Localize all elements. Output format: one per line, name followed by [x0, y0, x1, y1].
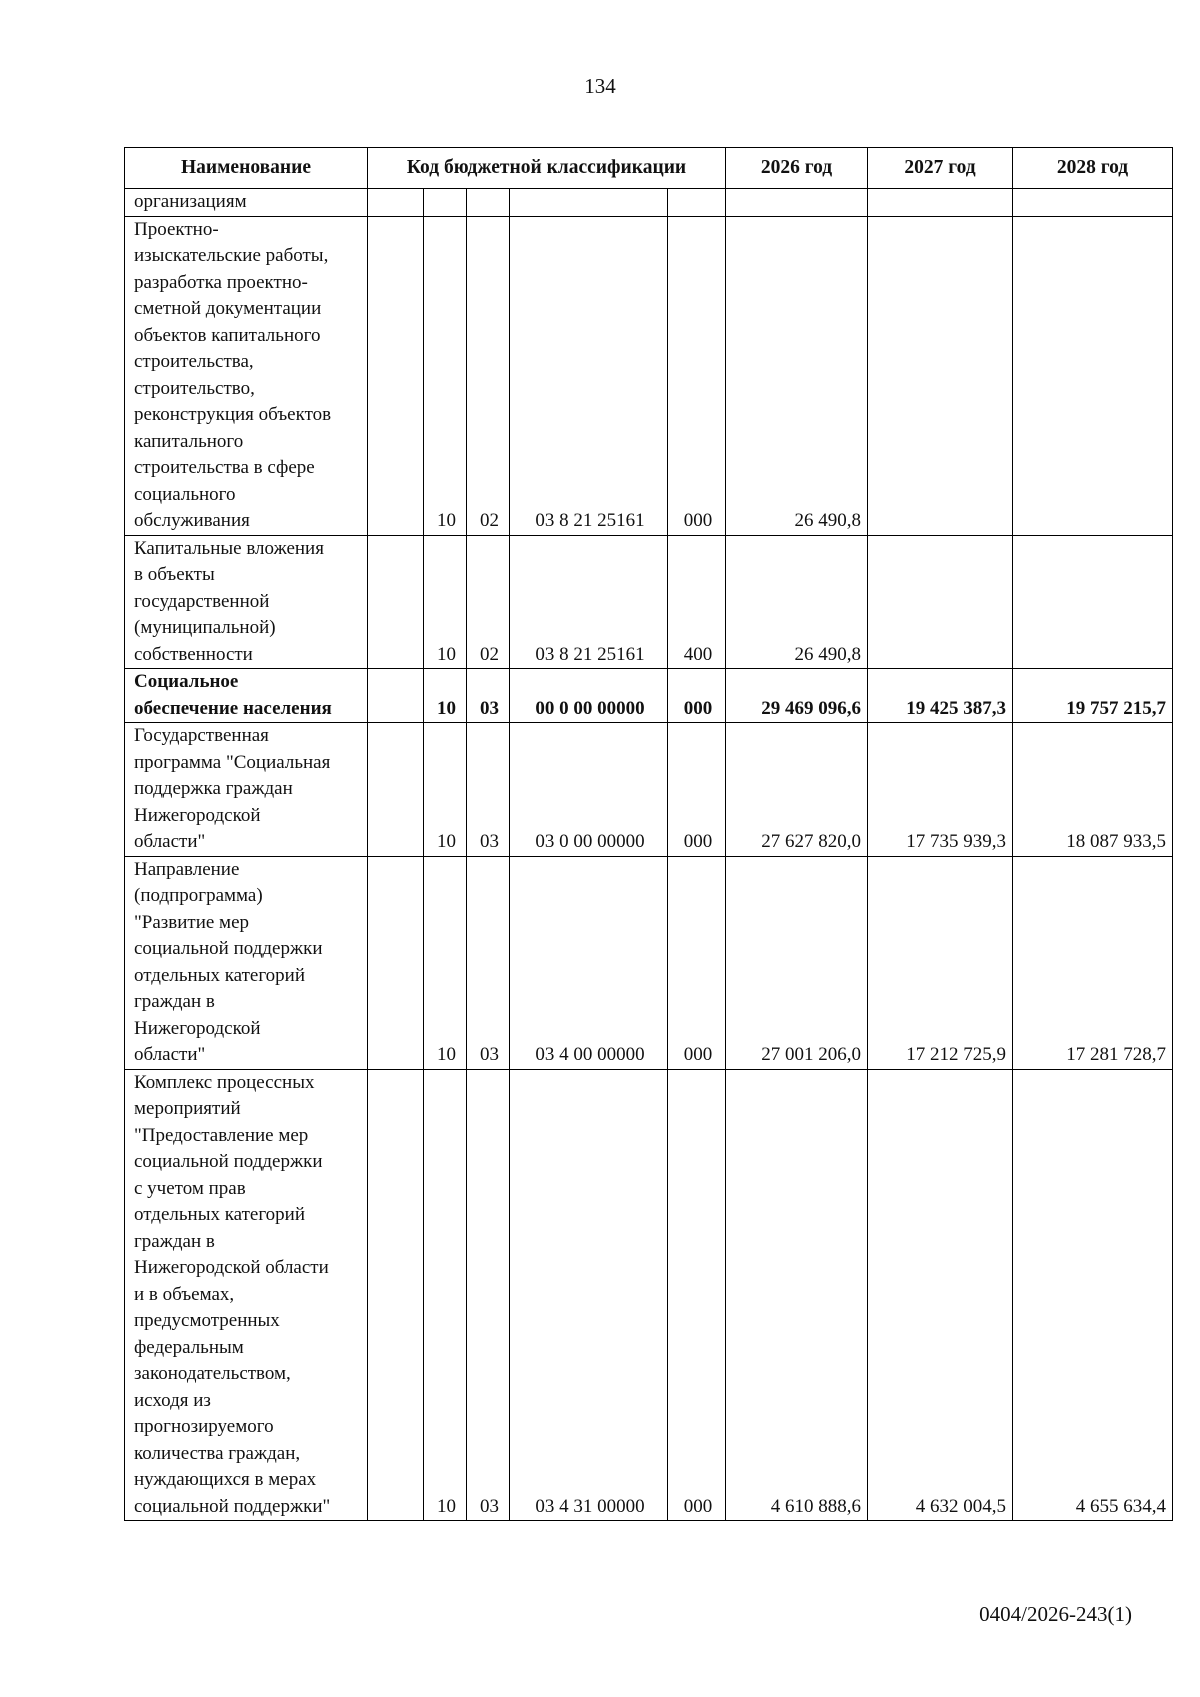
row-name: организациям [125, 189, 368, 217]
row-value-2028: 19 757 215,7 [1013, 669, 1173, 723]
table-row [125, 216, 1173, 535]
header-name: Наименование [125, 148, 368, 189]
row-name: Социальное обеспечение населения [125, 669, 368, 723]
row-code-subsection: 03 [467, 723, 510, 857]
row-code-admin [368, 189, 424, 217]
row-code-section: 10 [424, 856, 467, 1069]
row-code-target: 03 8 21 25161 [510, 535, 668, 669]
header-2027: 2027 год [868, 148, 1013, 189]
row-value-2027: 17 212 725,9 [868, 856, 1013, 1069]
table-row [125, 189, 1173, 217]
row-value-2028: 18 087 933,5 [1013, 723, 1173, 857]
row-value-2027: 19 425 387,3 [868, 669, 1013, 723]
row-value-2028: 4 655 634,4 [1013, 1069, 1173, 1521]
row-code-subsection: 02 [467, 535, 510, 669]
row-code-expense-type: 000 [668, 669, 726, 723]
row-code-subsection: 02 [467, 216, 510, 535]
row-code-target: 03 8 21 25161 [510, 216, 668, 535]
row-code-target: 03 0 00 00000 [510, 723, 668, 857]
row-code-target: 00 0 00 00000 [510, 669, 668, 723]
row-value-2028 [1013, 535, 1173, 669]
row-code-section: 10 [424, 216, 467, 535]
row-code-target: 03 4 31 00000 [510, 1069, 668, 1521]
page-number: 134 [584, 74, 616, 98]
table-body [125, 189, 1173, 1521]
budget-table [124, 147, 1173, 1521]
row-code-admin [368, 216, 424, 535]
table-row [125, 723, 1173, 857]
row-code-expense-type: 000 [668, 216, 726, 535]
header-2026: 2026 год [726, 148, 868, 189]
row-value-2028: 17 281 728,7 [1013, 856, 1173, 1069]
row-code-target: 03 4 00 00000 [510, 856, 668, 1069]
row-code-subsection: 03 [467, 1069, 510, 1521]
row-code-section: 10 [424, 669, 467, 723]
row-code-section: 10 [424, 723, 467, 857]
table-row [125, 856, 1173, 1069]
row-code-admin [368, 723, 424, 857]
row-code-expense-type: 400 [668, 535, 726, 669]
row-name: Направление (подпрограмма) "Развитие мер социальной поддержки отдельных категорий граждан в Нижегородской области" [125, 856, 368, 1069]
table-row [125, 1069, 1173, 1521]
row-value-2026: 4 610 888,6 [726, 1069, 868, 1521]
header-2028: 2028 год [1013, 148, 1173, 189]
row-value-2026: 29 469 096,6 [726, 669, 868, 723]
row-code-target [510, 189, 668, 217]
row-value-2028 [1013, 189, 1173, 217]
row-value-2028 [1013, 216, 1173, 535]
row-value-2026 [726, 189, 868, 217]
header-code: Код бюджетной классификации [368, 148, 726, 189]
row-name: Капитальные вложения в объекты государственной (муниципальной) собственности [125, 535, 368, 669]
table-row [125, 669, 1173, 723]
row-code-admin [368, 1069, 424, 1521]
table-header-row [125, 148, 1173, 189]
row-value-2027 [868, 216, 1013, 535]
row-code-admin [368, 669, 424, 723]
row-value-2026: 26 490,8 [726, 535, 868, 669]
row-name: Государственная программа "Социальная поддержка граждан Нижегородской области" [125, 723, 368, 857]
row-code-expense-type: 000 [668, 1069, 726, 1521]
row-value-2027: 4 632 004,5 [868, 1069, 1013, 1521]
row-name: Проектно- изыскательские работы, разработка проектно- сметной документации объектов капитального строительства, строительство, реконструкция объектов капитального строительства в сфере социального обслуживания [125, 216, 368, 535]
row-code-section: 10 [424, 535, 467, 669]
row-name: Комплекс процессных мероприятий "Предоставление мер социальной поддержки с учетом прав отдельных категорий граждан в Нижегородской области и в объемах, предусмотренных федеральным законодательством, исходя из прогнозируемого количества граждан, нуждающихся в мерах социальной поддержки" [125, 1069, 368, 1521]
document-id: 0404/2026-243(1) [979, 1602, 1132, 1626]
row-value-2026: 26 490,8 [726, 216, 868, 535]
row-code-section: 10 [424, 1069, 467, 1521]
row-code-admin [368, 535, 424, 669]
row-value-2027 [868, 535, 1013, 669]
row-code-expense-type [668, 189, 726, 217]
row-code-subsection: 03 [467, 856, 510, 1069]
row-code-admin [368, 856, 424, 1069]
row-code-section [424, 189, 467, 217]
row-value-2026: 27 001 206,0 [726, 856, 868, 1069]
table-row [125, 535, 1173, 669]
row-code-subsection [467, 189, 510, 217]
row-code-subsection: 03 [467, 669, 510, 723]
row-code-expense-type: 000 [668, 723, 726, 857]
row-value-2026: 27 627 820,0 [726, 723, 868, 857]
row-code-expense-type: 000 [668, 856, 726, 1069]
row-value-2027: 17 735 939,3 [868, 723, 1013, 857]
row-value-2027 [868, 189, 1013, 217]
